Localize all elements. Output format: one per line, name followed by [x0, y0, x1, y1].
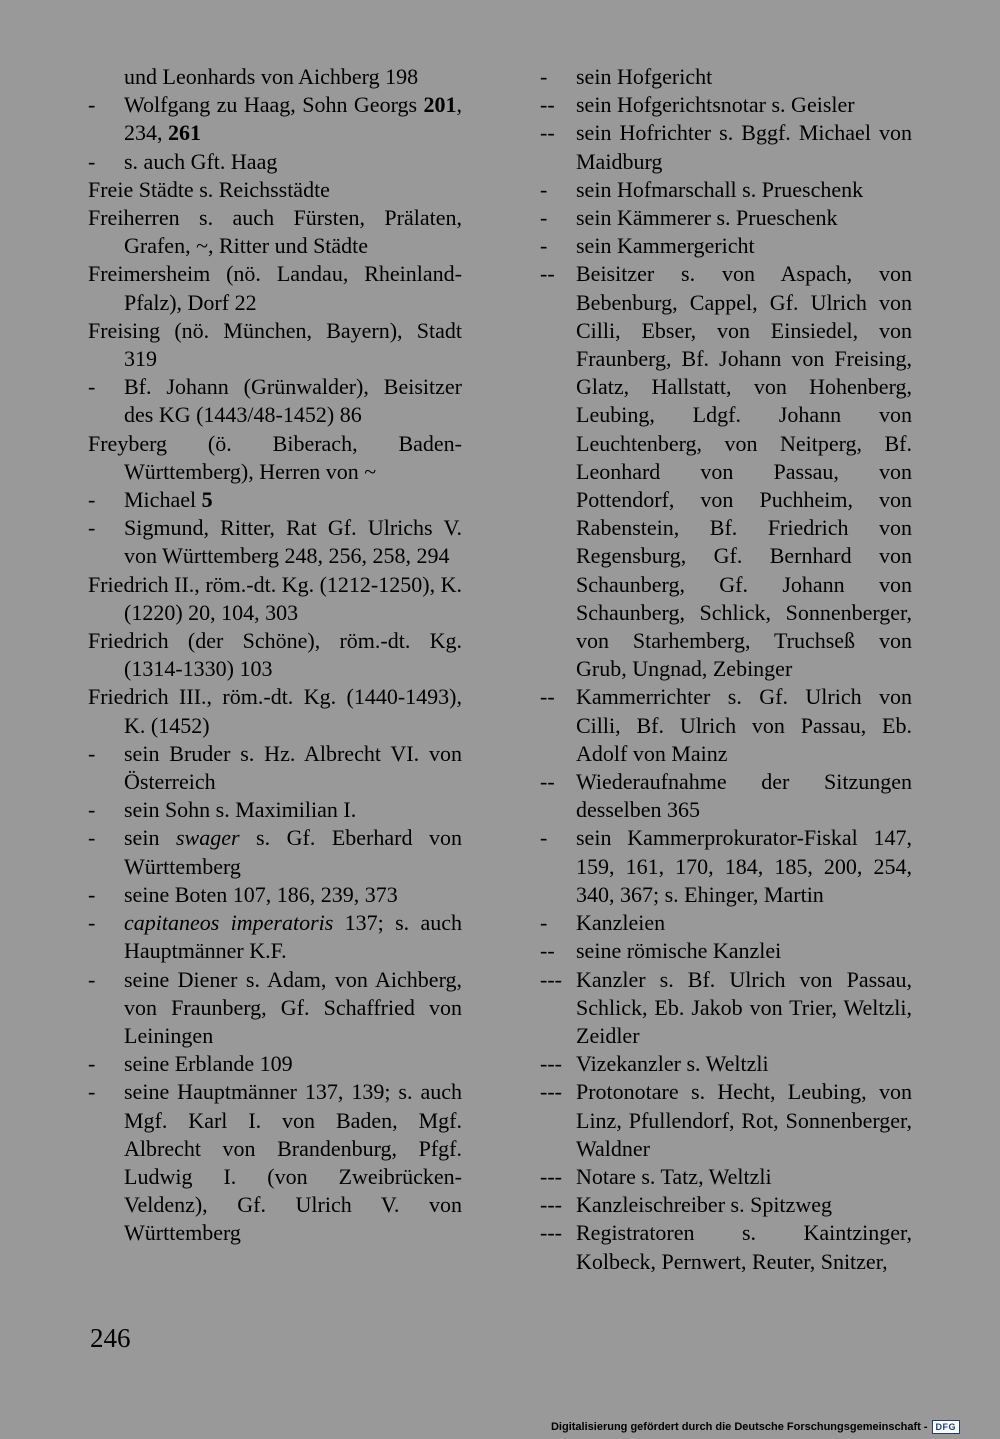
index-entry [540, 1163, 912, 1191]
index-entry [88, 966, 462, 1051]
entry-text: Vizekanzler s. Weltzli [576, 1051, 769, 1077]
entry-text: Freising (nö. München, Bayern), Stadt 319 [88, 317, 462, 372]
index-entry [88, 260, 462, 316]
entry-dash: - [540, 825, 548, 851]
entry-text: sein Hofgerichtsnotar s. Geisler [576, 92, 855, 118]
entry-dash: - [540, 64, 548, 89]
index-entry [540, 91, 912, 119]
entry-text: sein Hofrichter s. Bggf. Michael von Maidburg [576, 120, 912, 174]
index-entry [540, 909, 912, 937]
index-entry [88, 373, 462, 429]
entry-dash: -- [540, 938, 555, 964]
entry-dash: - [88, 487, 96, 513]
entry-dash: -- [540, 684, 555, 710]
entry-dash: - [540, 176, 548, 202]
dfg-logo: DFG [932, 1420, 961, 1434]
index-entry [540, 232, 912, 260]
entry-dash: - [88, 966, 96, 992]
entry-dash: - [88, 92, 96, 118]
entry-text: sein Bruder s. Hz. Albrecht VI. von Österreich [124, 740, 462, 795]
entry-text: Notare s. Tatz, Weltzli [576, 1163, 772, 1189]
index-entry [540, 768, 912, 824]
index-entry [88, 824, 462, 880]
entry-text: sein Kammergericht [576, 233, 755, 259]
entry-text: Beisitzer s. von Aspach, von Bebenburg, Cappel, Gf. Ulrich von Cilli, Ebser, von Einsiedel, von Fraunberg, Bf. Johann von Freising, Glatz, Hallstatt, von Hohenberg, Leubing, Ldgf. Johann von Leuchtenberg, von Neitperg, Bf. Leonhard von Passau, von Pottendorf, von Puchheim, von Rabenstein, Bf. Friedrich von Regensburg, Gf. Bernhard von Schaunberg, Gf. Johann von Schaunberg, Schlick, Sonnenberger, von Starhemberg, Truchseß von Grub, Ungnad, Zebinger [576, 261, 912, 682]
entry-text: sein Kammerprokurator-Fiskal 147, 159, 161, 170, 184, 185, 200, 254, 340, 367; s. Ehinger, Martin [576, 825, 912, 907]
entry-text: Registratoren s. Kaintzinger, Kolbeck, Pernwert, Reuter, Snitzer, [576, 1220, 912, 1274]
entry-dash: - [88, 1079, 96, 1105]
entry-text: seine Diener s. Adam, von Aichberg, von Fraunberg, Gf. Schaffried von Leiningen [124, 966, 462, 1048]
index-entry [88, 204, 462, 260]
entry-dash: --- [540, 1163, 562, 1189]
page-number: 246 [90, 1323, 131, 1353]
entry-text: Friedrich III., röm.-dt. Kg. (1440-1493), K. (1452) [88, 684, 462, 738]
index-entry [88, 91, 462, 147]
entry-dash: - [88, 148, 96, 174]
entry-text: Protonotare s. Hecht, Leubing, von Linz, Pfullendorf, Rot, Sonnenberger, Waldner [576, 1079, 912, 1161]
entry-text: Kanzler s. Bf. Ulrich von Passau, Schlick, Eb. Jakob von Trier, Weltzli, Zeidler [576, 966, 912, 1048]
entry-text: Kanzleischreiber s. Spitzweg [576, 1192, 832, 1218]
index-entry [88, 148, 462, 176]
entry-text: s. auch Gft. Haag [124, 148, 278, 174]
index-entry [88, 683, 462, 739]
entry-text: capitaneos imperatoris 137; s. auch Hauptmänner K.F. [124, 910, 463, 964]
entry-text: sein swager s. Gf. Eberhard von Württemberg [124, 825, 462, 879]
index-entry [540, 260, 912, 683]
entry-text: Friedrich (der Schöne), röm.-dt. Kg. (1314-1330) 103 [88, 628, 462, 682]
index-entry [88, 571, 462, 627]
footer-credit [551, 1420, 960, 1434]
index-entry [88, 740, 462, 796]
entry-dash: - [88, 797, 96, 823]
entry-dash: - [88, 910, 96, 936]
entry-dash: -- [540, 261, 555, 287]
entry-text: sein Kämmerer s. Prueschenk [576, 205, 838, 231]
index-entry [540, 63, 912, 91]
index-entry [88, 796, 462, 824]
entry-dash: --- [540, 1079, 562, 1105]
entry-text: Michael 5 [124, 487, 213, 513]
entry-dash: - [88, 740, 96, 766]
index-entry [540, 1219, 912, 1275]
index-entry [540, 937, 912, 965]
entry-text: Kanzleien [576, 910, 666, 936]
entry-dash: - [88, 1051, 96, 1077]
index-entry [88, 514, 462, 570]
entry-dash: --- [540, 1051, 562, 1077]
entry-text: Freie Städte s. Reichsstädte [88, 176, 330, 202]
entry-text: Bf. Johann (Grünwalder), Beisitzer des KG (1443/48-1452) 86 [124, 374, 462, 428]
entry-text: Freiherren s. auch Fürsten, Prälaten, Grafen, ~, Ritter und Städte [88, 205, 462, 259]
entry-dash: - [540, 910, 548, 936]
index-entry [88, 486, 462, 514]
index-entry [540, 119, 912, 175]
entry-text: Kammerrichter s. Gf. Ulrich von Cilli, Bf. Ulrich von Passau, Eb. Adolf von Mainz [576, 684, 912, 766]
index-entry [540, 966, 912, 1051]
entry-dash: - [88, 374, 96, 400]
index-entry [88, 63, 462, 91]
index-entry [540, 176, 912, 204]
index-entry [540, 1191, 912, 1219]
entry-text: seine Boten 107, 186, 239, 373 [124, 881, 398, 907]
entry-text: Friedrich II., röm.-dt. Kg. (1212-1250), K. (1220) 20, 104, 303 [88, 571, 462, 625]
entry-text: seine römische Kanzlei [576, 938, 782, 964]
entry-dash: - [540, 205, 548, 231]
entry-dash: --- [540, 1192, 562, 1218]
entry-text: Wiederaufnahme der Sitzungen desselben 365 [576, 769, 912, 823]
index-entry [88, 176, 462, 204]
entry-dash: - [88, 881, 96, 907]
entry-text: sein Sohn s. Maximilian I. [124, 797, 357, 823]
index-column-left [88, 63, 462, 1248]
index-entry [88, 881, 462, 909]
entry-text: und Leonhards von Aichberg 198 [124, 64, 419, 89]
index-entry [540, 204, 912, 232]
index-entry [540, 1078, 912, 1163]
entry-dash: - [540, 233, 548, 259]
footer-text: Digitalisierung gefördert durch die Deutsche Forschungsgemeinschaft - [550, 1421, 928, 1433]
entry-text: sein Hofgericht [576, 64, 713, 89]
index-entry [88, 909, 462, 965]
entry-text: Freyberg (ö. Biberach, Baden-Württemberg), Herren von ~ [88, 430, 462, 484]
index-entry [88, 317, 462, 373]
index-column-right [540, 63, 912, 1276]
entry-text: Sigmund, Ritter, Rat Gf. Ulrichs V. von Württemberg 248, 256, 258, 294 [124, 515, 462, 569]
entry-dash: - [88, 825, 96, 851]
entry-dash: --- [540, 1220, 562, 1246]
index-entry [88, 430, 462, 486]
entry-text: Freimersheim (nö. Landau, Rheinland-Pfalz), Dorf 22 [88, 261, 462, 315]
entry-text: seine Hauptmänner 137, 139; s. auch Mgf. Karl I. von Baden, Mgf. Albrecht von Brandenburg, Pfgf. Ludwig I. (von Zweibrücken-Veldenz), Gf. Ulrich V. von Württemberg [124, 1079, 462, 1246]
index-entry [88, 1050, 462, 1078]
index-entry [88, 627, 462, 683]
entry-dash: -- [540, 92, 555, 118]
index-entry [540, 683, 912, 768]
index-entry [540, 1050, 912, 1078]
entry-text: sein Hofmarschall s. Prueschenk [576, 176, 864, 202]
index-entry [88, 1078, 462, 1247]
entry-dash: -- [540, 769, 555, 795]
index-entry [540, 824, 912, 909]
entry-text: Wolfgang zu Haag, Sohn Georgs 201, 234, 261 [124, 92, 462, 146]
entry-dash: -- [540, 120, 555, 146]
entry-dash: - [88, 515, 96, 541]
entry-text: seine Erblande 109 [124, 1051, 293, 1077]
entry-dash: --- [540, 966, 562, 992]
